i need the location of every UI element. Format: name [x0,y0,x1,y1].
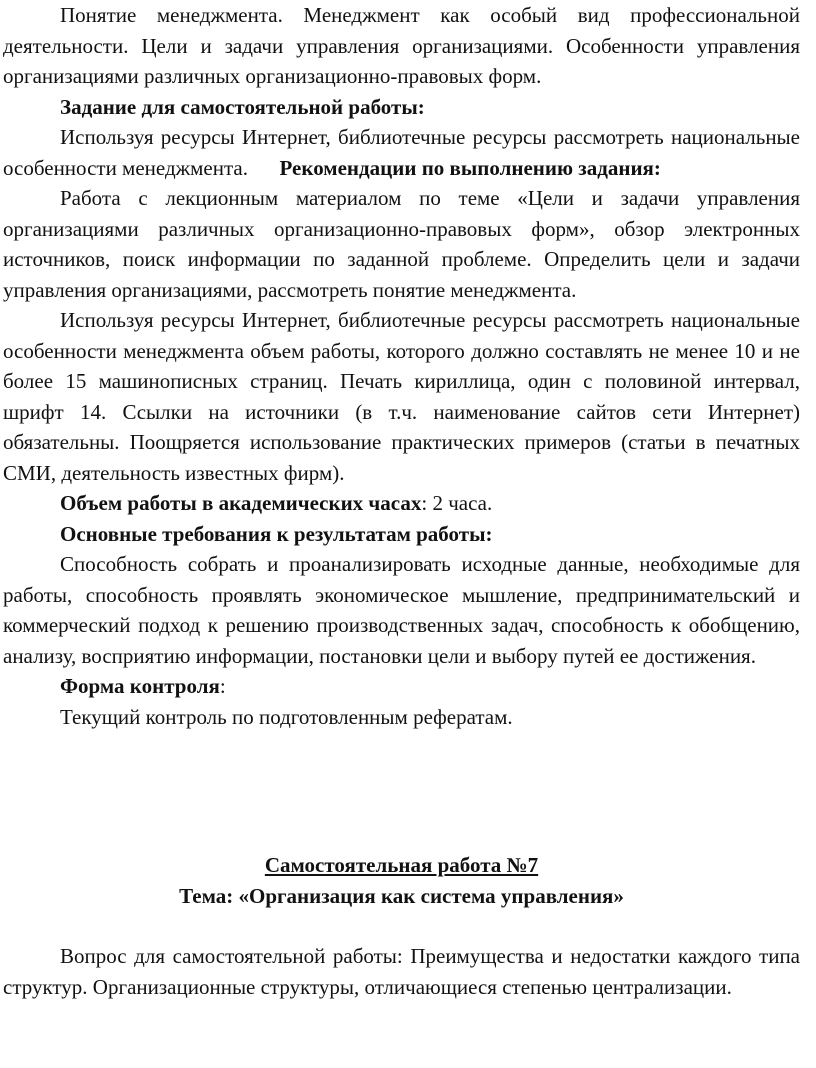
volume-value: : 2 часа. [421,491,493,515]
control-text: Текущий контроль по подготовленным рефератам. [60,704,513,729]
task-paragraph [3,122,800,183]
work-paragraph-1: Работа с лекционным материалом по теме «Цели и задачи управления организациями различных организационно-правовых форм», обзор электронных источников, поиск информации по заданной проблеме. Определить цели и задачи управления организациями, рассмотреть понятие менеджмента. [3,186,800,302]
task-heading: Задание для самостоятельной работы: [60,94,425,119]
intro-paragraph: Понятие менеджмента. Менеджмент как особый вид профессиональной деятельности. Цели и задачи управления организациями. Особенности управления организациями различных организационно-правовых форм. [3,3,800,88]
document-page [3,0,800,1002]
spacer [3,911,800,941]
task-text: Используя ресурсы Интернет, библиотечные ресурсы рассмотреть национальные особенности менеджмента. [3,125,800,180]
requirements-heading: Основные требования к результатам работы: [60,521,493,546]
control-paragraph [3,671,800,702]
work-paragraph-2: Используя ресурсы Интернет, библиотечные ресурсы рассмотреть национальные особенности менеджмента объем работы, которого должно составлять не менее 10 и не более 15 машинописных страниц. Печать кириллица, один с половиной интервал, шрифт 14. Ссылки на источники (в т.ч. наименование сайтов сети Интернет) обязательны. Поощряется использование практических примеров (статьи в печатных СМИ, деятельность известных фирм). [3,308,800,485]
recommendations-label: Рекомендации по выполнению задания: [279,155,661,180]
spacer [3,732,800,850]
control-colon: : [219,674,226,698]
question-paragraph: Вопрос для самостоятельной работы: Преимущества и недостатки каждого типа структур. Организационные структуры, отличающиеся степенью централизации. [3,944,800,999]
volume-label: Объем работы в академических часах [60,491,422,515]
control-label: Форма контроля [60,674,220,698]
requirements-paragraph: Способность собрать и проанализировать исходные данные, необходимые для работы, способность проявлять экономическое мышление, предпринимательский и коммерческий подход к решению производственных задач, способность к обобщению, анализу, восприятию информации, постановки цели и выбору путей ее достижения. [3,552,800,668]
volume-paragraph [3,488,800,519]
section-topic: Тема: «Организация как система управления» [179,883,624,908]
section-title-text: Самостоятельная работа №7 [264,853,539,877]
section-title [3,850,800,881]
